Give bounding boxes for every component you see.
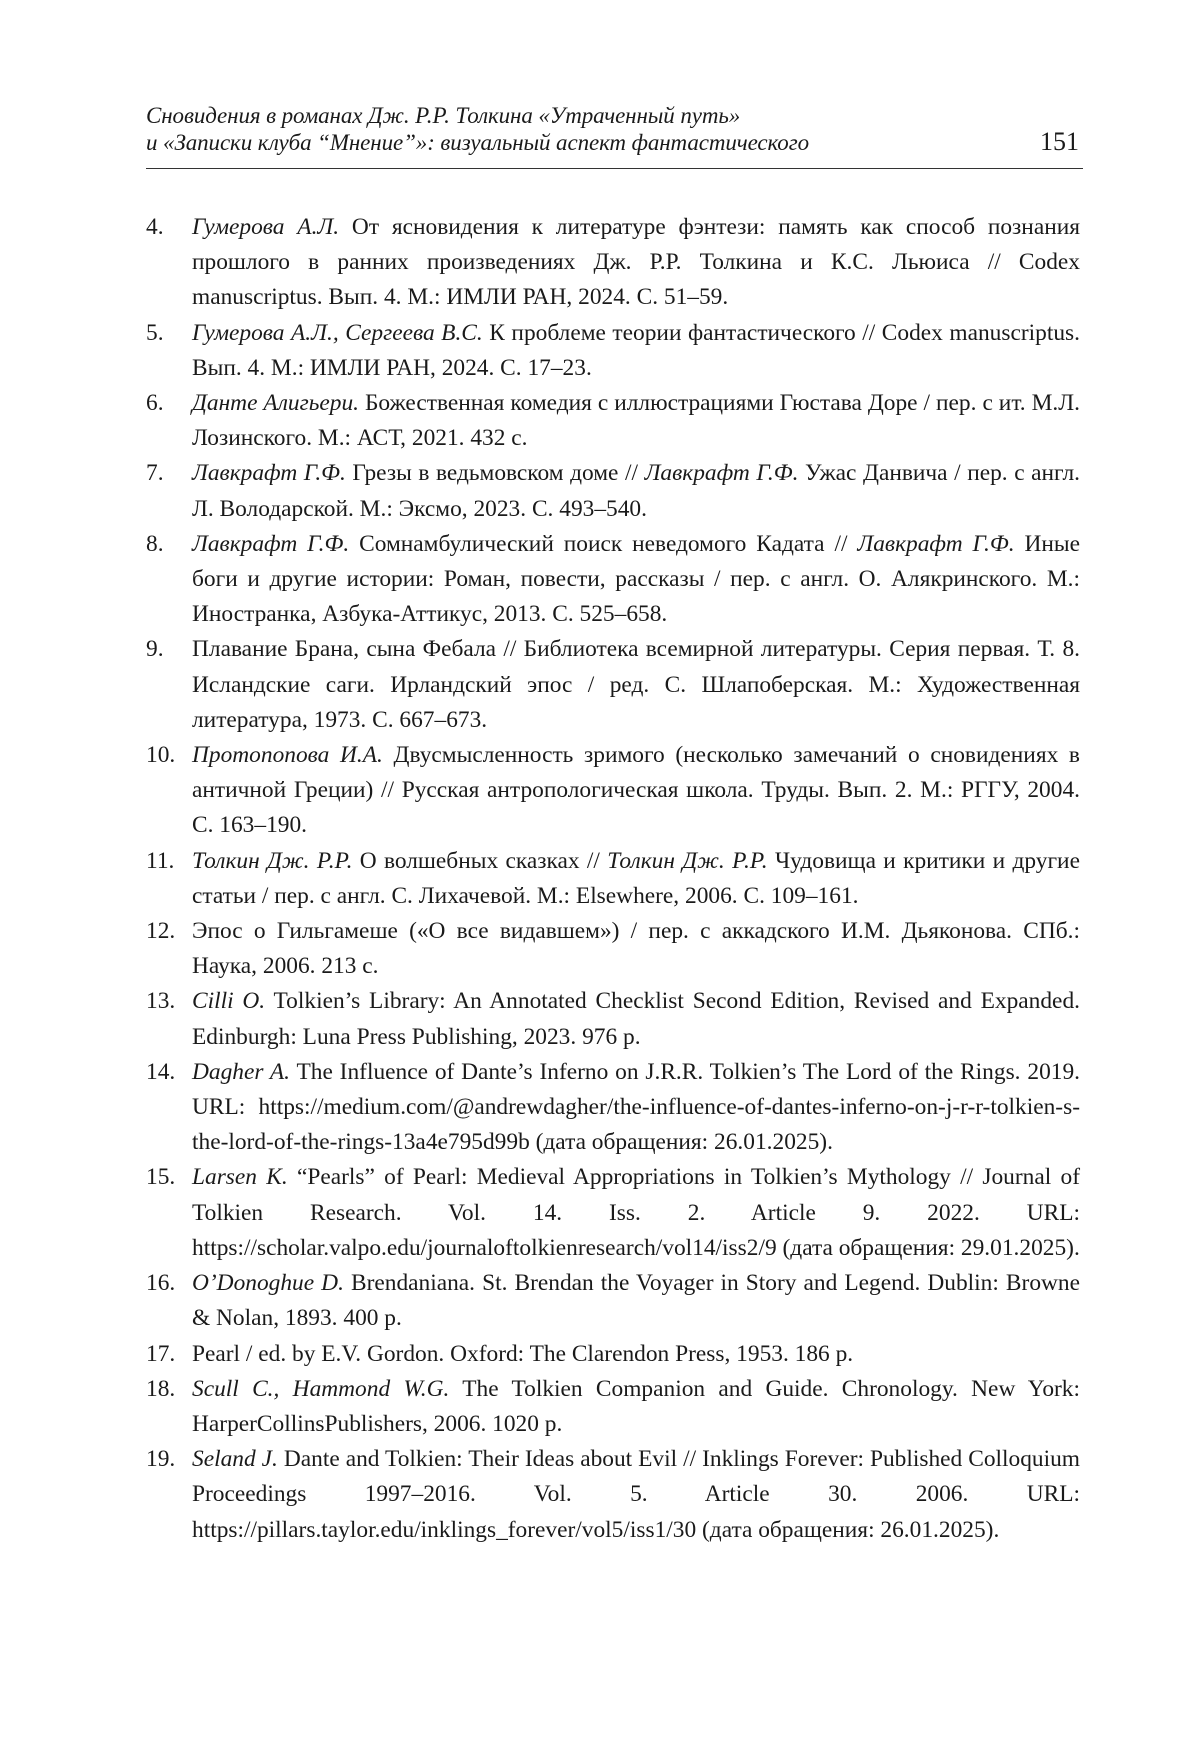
reference-text: Грезы в ведьмовском доме // bbox=[345, 460, 645, 487]
reference-item bbox=[146, 1372, 1080, 1442]
reference-item bbox=[146, 386, 1080, 456]
reference-number: 4. bbox=[146, 214, 164, 240]
reference-text: О волшебных сказках // bbox=[352, 847, 608, 874]
reference-text: Божественная комедия с иллюстрациями Гюстава Доре / пер. с ит. М.Л. Лозинского. М.: АСТ, 2021. 432 с. bbox=[192, 390, 1080, 452]
reference-list bbox=[146, 210, 1080, 1548]
reference-number: 9. bbox=[146, 636, 164, 663]
reference-author: Гумерова А.Л. bbox=[192, 214, 340, 240]
running-head-title-line-2: и «Записки клуба “Мнение”»: визуальный аспект фантастического bbox=[146, 130, 809, 155]
reference-author: Cilli O. bbox=[192, 988, 266, 1015]
reference-number: 6. bbox=[146, 390, 164, 417]
reference-author: Протопопова И.А. bbox=[192, 742, 383, 769]
reference-text-continued: Иные боги и другие истории: Роман, повести, рассказы / пер. с англ. О. Алякринского. М.: Иностранка, Азбука-Аттикус, 2013. С. 525–658. bbox=[192, 530, 1080, 628]
reference-item bbox=[146, 914, 1080, 984]
reference-number: 13. bbox=[146, 988, 176, 1015]
reference-author: Лавкрафт Г.Ф. bbox=[192, 460, 346, 487]
reference-text: Двусмысленность зримого (несколько замечаний о сновидениях в античной Греции) // Русская антропологическая школа. Труды. Вып. 2. М.: РГГУ, 2004. С. 163–190. bbox=[192, 742, 1080, 839]
reference-text: От ясновидения к литературе фэнтези: память как способ познания прошлого в ранних произведениях Дж. Р.Р. Толкина и К.С. Льюиса // Codex manuscriptus. Вып. 4. М.: ИМЛИ РАН, 2024. С. 51–59. bbox=[192, 214, 1080, 311]
reference-text-continued: Чудовища и критики и другие статьи / пер. с англ. С. Лихачевой. М.: Elsewhere, 2006. С. 109–161. bbox=[192, 847, 1080, 909]
reference-number: 17. bbox=[146, 1340, 176, 1367]
reference-item bbox=[146, 844, 1080, 914]
reference-text: The Influence of Dante’s Inferno on J.R.R. Tolkien’s The Lord of the Rings. 2019. URL: https://medium.com/@andrewdagher/the-influence-of-dantes-inferno-on-j-r-r-tolkien-s-the-lord-of-the-rings-13a4e795d99b (дата обращения: 26.01.2025). bbox=[192, 1058, 1080, 1156]
running-head-title-line-1: Сновидения в романах Дж. Р.Р. Толкина «Утраченный путь» bbox=[146, 103, 741, 128]
reference-author: O’Donoghue D. bbox=[192, 1270, 344, 1297]
reference-author: Гумерова А.Л., Сергеева В.С. bbox=[192, 319, 483, 346]
reference-author: Данте Алигьери. bbox=[192, 390, 360, 417]
reference-item bbox=[146, 1442, 1080, 1548]
reference-number: 14. bbox=[146, 1058, 176, 1085]
reference-number: 8. bbox=[146, 530, 164, 557]
reference-item bbox=[146, 316, 1080, 386]
reference-item bbox=[146, 527, 1080, 633]
reference-item bbox=[146, 1266, 1080, 1336]
reference-text-continued: Ужас Данвича / пер. с англ. Л. Володарской. М.: Эксмо, 2023. С. 493–540. bbox=[192, 460, 1080, 522]
reference-item bbox=[146, 984, 1080, 1054]
reference-item bbox=[146, 738, 1080, 844]
reference-item bbox=[146, 456, 1080, 526]
reference-author: Лавкрафт Г.Ф. bbox=[192, 530, 350, 557]
reference-number: 11. bbox=[146, 847, 175, 874]
reference-text: “Pearls” of Pearl: Medieval Appropriations in Tolkien’s Mythology // Journal of Tolkien Research. Vol. 14. Iss. 2. Article 9. 2022. URL: https://scholar.valpo.edu/journaloftolkienresearch/vol14/iss2/9 (дата обращения: 29.01.2025). bbox=[192, 1164, 1080, 1261]
reference-item bbox=[146, 1160, 1080, 1266]
reference-number: 7. bbox=[146, 460, 164, 487]
reference-author: Seland J. bbox=[192, 1446, 278, 1473]
reference-number: 16. bbox=[146, 1270, 176, 1297]
reference-author-secondary: Лавкрафт Г.Ф. bbox=[644, 460, 799, 487]
reference-number: 12. bbox=[146, 918, 176, 945]
reference-author: Dagher A. bbox=[192, 1058, 291, 1085]
reference-number: 5. bbox=[146, 319, 164, 346]
reference-author-secondary: Лавкрафт Г.Ф. bbox=[857, 530, 1015, 557]
reference-number: 15. bbox=[146, 1164, 176, 1191]
reference-author-secondary: Толкин Дж. Р.Р. bbox=[607, 847, 768, 874]
reference-number: 10. bbox=[146, 742, 176, 769]
reference-text: The Tolkien Companion and Guide. Chronology. New York: HarperCollinsPublishers, 2006. 1020 p. bbox=[192, 1375, 1081, 1437]
reference-text: Pearl / ed. by E.V. Gordon. Oxford: The Clarendon Press, 1953. 186 p. bbox=[192, 1340, 854, 1367]
reference-item bbox=[146, 210, 1080, 316]
reference-item bbox=[146, 1337, 1080, 1372]
reference-text: Brendaniana. St. Brendan the Voyager in Story and Legend. Dublin: Browne & Nolan, 1893. 400 p. bbox=[192, 1270, 1080, 1332]
reference-text: Tolkien’s Library: An Annotated Checklist Second Edition, Revised and Expanded. Edinburgh: Luna Press Publishing, 2023. 976 p. bbox=[192, 988, 1080, 1050]
running-head bbox=[146, 102, 1083, 169]
reference-author: Larsen K. bbox=[192, 1164, 288, 1191]
reference-text: Dante and Tolkien: Their Ideas about Evil // Inklings Forever: Published Colloquium Proceedings 1997–2016. Vol. 5. Article 30. 2006. URL: https://pillars.taylor.edu/inklings_forever/vol5/iss1/30 (дата обращения: 26.01.2025). bbox=[192, 1446, 1081, 1543]
reference-text: Сомнамбулический поиск неведомого Кадата // bbox=[349, 530, 858, 557]
reference-text: Эпос о Гильгамеше («О все видавшем») / пер. с аккадского И.М. Дьяконова. СПб.: Наука, 2006. 213 с. bbox=[192, 918, 1080, 980]
reference-author: Scull C., Hammond W.G. bbox=[192, 1375, 450, 1402]
reference-text: Плавание Брана, сына Фебала // Библиотека всемирной литературы. Серия первая. Т. 8. Исландские саги. Ирландский эпос / ред. С. Шлапоберская. М.: Художественная литература, 1973. С. 667–673. bbox=[192, 636, 1080, 733]
reference-number: 19. bbox=[146, 1446, 176, 1473]
reference-item bbox=[146, 1055, 1080, 1161]
reference-number: 18. bbox=[146, 1375, 176, 1402]
reference-text: К проблеме теории фантастического // Codex manuscriptus. Вып. 4. М.: ИМЛИ РАН, 2024. С. 17–23. bbox=[192, 319, 1080, 381]
page-number: 151 bbox=[1040, 127, 1079, 156]
reference-item bbox=[146, 632, 1080, 738]
reference-author: Толкин Дж. Р.Р. bbox=[192, 847, 353, 874]
